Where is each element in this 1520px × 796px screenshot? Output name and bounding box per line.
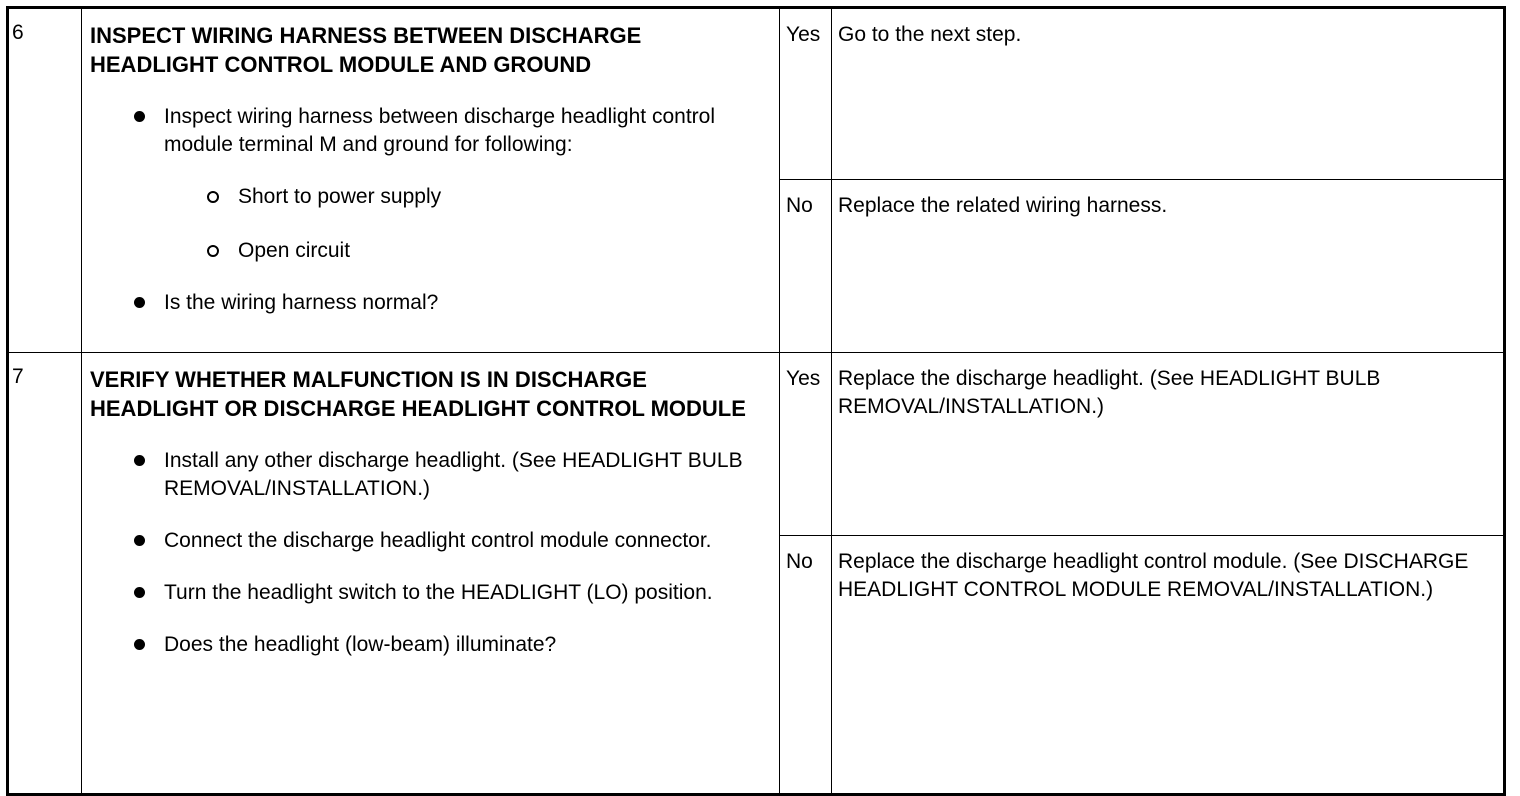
step-7-heading: VERIFY WHETHER MALFUNCTION IS IN DISCHARGE HEADLIGHT OR DISCHARGE HEADLIGHT CONTROL MODULE	[90, 367, 746, 421]
bullet-dot-icon	[134, 535, 145, 546]
step-6-row	[8, 8, 1505, 180]
bullet-circle-icon	[207, 245, 219, 257]
step-7-bullet-2-text: Connect the discharge headlight control module connector.	[164, 529, 712, 552]
step-6-bullet-2-text: Is the wiring harness normal?	[164, 291, 439, 314]
step-7-no-label: No	[780, 536, 832, 795]
step-6-number: 6	[8, 8, 82, 353]
step-6-sub-bullet-1-text: Short to power supply	[238, 185, 442, 208]
step-6-bullet-list	[90, 103, 769, 317]
step-7-yes-label: Yes	[780, 353, 832, 536]
step-6-bullet-1-text: Inspect wiring harness between discharge headlight control module terminal M and ground for following:	[164, 105, 715, 156]
step-6-no-action: Replace the related wiring harness.	[832, 180, 1505, 353]
step-7-bullet-3	[90, 579, 769, 607]
bullet-dot-icon	[134, 455, 145, 466]
bullet-circle-icon	[207, 191, 219, 203]
step-7-number: 7	[8, 353, 82, 795]
step-6-bullet-1	[90, 103, 769, 265]
diagnostic-procedure-table	[6, 6, 1506, 796]
step-7-content	[82, 353, 780, 795]
step-6-content	[82, 8, 780, 353]
step-6-yes-action: Go to the next step.	[832, 8, 1505, 180]
bullet-dot-icon	[134, 587, 145, 598]
bullet-dot-icon	[134, 639, 145, 650]
step-7-yes-action: Replace the discharge headlight. (See HEADLIGHT BULB REMOVAL/INSTALLATION.)	[832, 353, 1505, 536]
bullet-dot-icon	[134, 297, 145, 308]
step-6-sub-bullet-2-text: Open circuit	[238, 239, 351, 262]
step-7-bullet-list	[90, 447, 769, 659]
step-6-sub-bullet-1	[164, 183, 769, 211]
step-7-no-action: Replace the discharge headlight control module. (See DISCHARGE HEADLIGHT CONTROL MODULE REMOVAL/INSTALLATION.)	[832, 536, 1505, 795]
bullet-dot-icon	[134, 111, 145, 122]
step-6-bullet-2	[90, 289, 769, 317]
step-7-bullet-4-text: Does the headlight (low-beam) illuminate?	[164, 633, 557, 656]
step-7-bullet-1-text: Install any other discharge headlight. (See HEADLIGHT BULB REMOVAL/INSTALLATION.)	[164, 449, 743, 500]
step-7-row	[8, 353, 1505, 536]
step-6-sub-list	[164, 183, 769, 265]
step-7-bullet-3-text: Turn the headlight switch to the HEADLIGHT (LO) position.	[164, 581, 713, 604]
step-6-heading: INSPECT WIRING HARNESS BETWEEN DISCHARGE HEADLIGHT CONTROL MODULE AND GROUND	[90, 23, 642, 77]
step-7-bullet-2	[90, 527, 769, 555]
step-7-bullet-1	[90, 447, 769, 503]
step-6-yes-label: Yes	[780, 8, 832, 180]
step-6-no-label: No	[780, 180, 832, 353]
step-6-sub-bullet-2	[164, 237, 769, 265]
step-7-bullet-4	[90, 631, 769, 659]
